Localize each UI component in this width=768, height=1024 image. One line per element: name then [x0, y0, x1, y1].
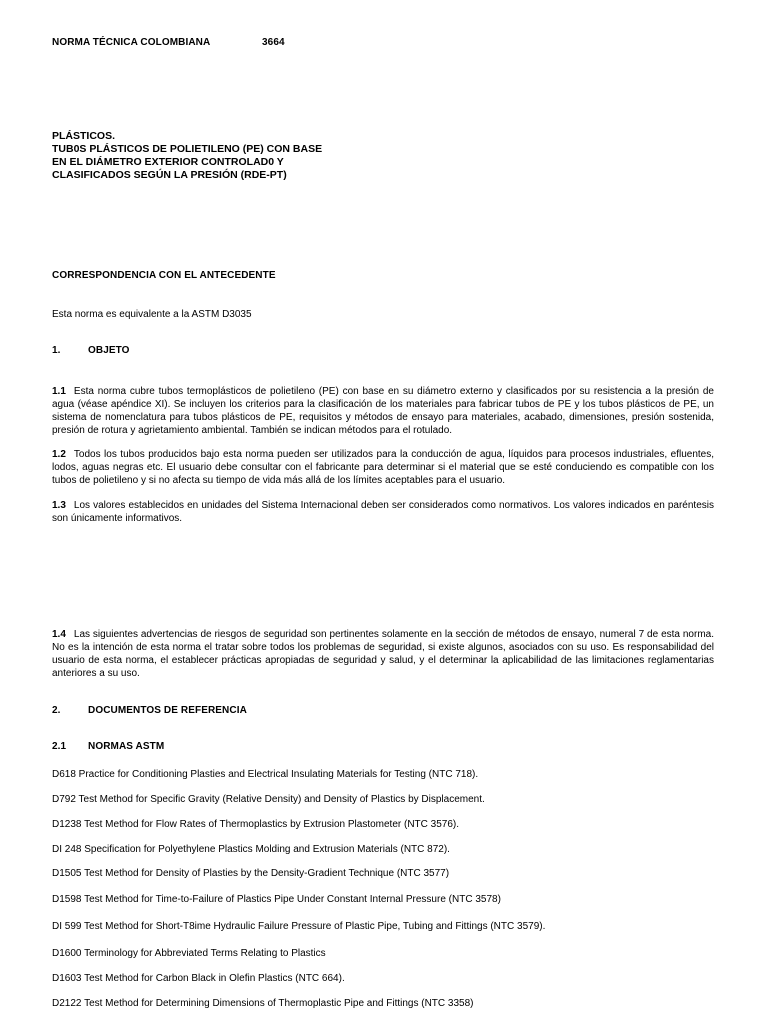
paragraph-1-4-number: 1.4 [52, 629, 66, 640]
reference-item: D792 Test Method for Specific Gravity (Relative Density) and Density of Plastics by Displacement. [52, 794, 485, 805]
paragraph-1-3-text: Los valores establecidos en unidades del Sistema Internacional deben ser considerados como normativos. Los valores indicados en paréntesis son únicamente informativos. [52, 500, 714, 524]
paragraph-1-1-number: 1.1 [52, 386, 66, 397]
correspondence-text: Esta norma es equivalente a la ASTM D3035 [52, 309, 252, 320]
section-2-title: DOCUMENTOS DE REFERENCIA [88, 705, 247, 716]
paragraph-1-2-number: 1.2 [52, 449, 66, 460]
paragraph-1-1 [52, 385, 714, 437]
reference-item: D1600 Terminology for Abbreviated Terms Relating to Plastics [52, 948, 326, 959]
title-line-1: PLÁSTICOS. [52, 130, 116, 142]
paragraph-1-3 [52, 499, 714, 525]
reference-item: D1598 Test Method for Time-to-Failure of Plastics Pipe Under Constant Internal Pressure (NTC 3578) [52, 894, 501, 905]
document-title [52, 130, 322, 182]
section-1-title: OBJETO [88, 345, 130, 356]
paragraph-1-2-text: Todos los tubos producidos bajo esta norma pueden ser utilizados para la conducción de agua, líquidos para procesos industriales, efluentes, lodos, aguas negras etc. El usuario debe consultar con el fabricante para determinar si el material que se esté conduciendo es compatible con los tubos de polietileno y si no afecta su tiempo de vida más allá de los límites aceptables para el usuario. [52, 449, 714, 486]
header-org: NORMA TÉCNICA COLOMBIANA [52, 37, 211, 48]
subsection-2-1-number: 2.1 [52, 741, 67, 752]
paragraph-1-4 [52, 628, 714, 680]
reference-item: D1505 Test Method for Density of Plasties by the Density-Gradient Technique (NTC 3577) [52, 868, 450, 879]
reference-item: D2122 Test Method for Determining Dimensions of Thermoplastic Pipe and Fittings (NTC 3358) [52, 998, 474, 1009]
title-line-2: TUB0S PLÁSTICOS DE POLIETILENO (PE) CON BASE [52, 143, 323, 155]
section-1-heading [52, 345, 130, 356]
reference-item: D618 Practice for Conditioning Plasties and Electrical Insulating Materials for Testing (NTC 718). [52, 769, 479, 780]
reference-item: D1603 Test Method for Carbon Black in Olefin Plastics (NTC 664). [52, 973, 345, 984]
reference-item: DI 248 Specification for Polyethylene Plastics Molding and Extrusion Materials (NTC 872). [52, 844, 450, 855]
section-2-heading [52, 705, 247, 716]
title-line-3: EN EL DIÁMETRO EXTERIOR CONTROLAD0 Y [52, 156, 284, 168]
title-line-4: CLASIFICADOS SEGÚN LA PRESIÓN (RDE-PT) [52, 169, 287, 181]
paragraph-1-3-number: 1.3 [52, 500, 66, 511]
reference-item: D1238 Test Method for Flow Rates of Thermoplastics by Extrusion Plastometer (NTC 3576). [52, 819, 460, 830]
subsection-2-1-heading [52, 741, 164, 752]
paragraph-1-4-text: Las siguientes advertencias de riesgos de seguridad son pertinentes solamente en la sección de métodos de ensayo, numeral 7 de esta norma. No es la intención de esta norma el tratar sobre todos los problemas de seguridad, si existe algunos, asociados con su uso. Es responsabilidad del usuario de esta norma, el establecer prácticas apropiadas de seguridad y salud, y el determinar la aplicabilidad de las limitaciones reglamentarias anteriores a su uso. [52, 629, 714, 679]
section-2-number: 2. [52, 705, 61, 716]
section-1-number: 1. [52, 345, 61, 356]
paragraph-1-2 [52, 448, 714, 487]
paragraph-1-1-text: Esta norma cubre tubos termoplásticos de polietileno (PE) con base en su diámetro externo y clasificados por su resistencia a la presión de agua (véase apéndice XI). Se incluyen los criterios para la clasificación de los materiales para fabricar tubos de PE y los tubos plásticos de PE, un sistema de nomenclatura para tubos plásticos de PE, requisitos y métodos de ensayo para materiales, acabado, dimensiones, presión sostenida, presión de rotura y agrietamiento ambiental. También se indican métodos para el rotulado. [52, 386, 714, 436]
header-number: 3664 [262, 37, 285, 48]
correspondence-heading: CORRESPONDENCIA CON EL ANTECEDENTE [52, 270, 276, 281]
subsection-2-1-title: NORMAS ASTM [88, 741, 165, 752]
reference-item: DI 599 Test Method for Short-T8ime Hydraulic Failure Pressure of Plastic Pipe, Tubing and Fittings (NTC 3579). [52, 921, 546, 932]
